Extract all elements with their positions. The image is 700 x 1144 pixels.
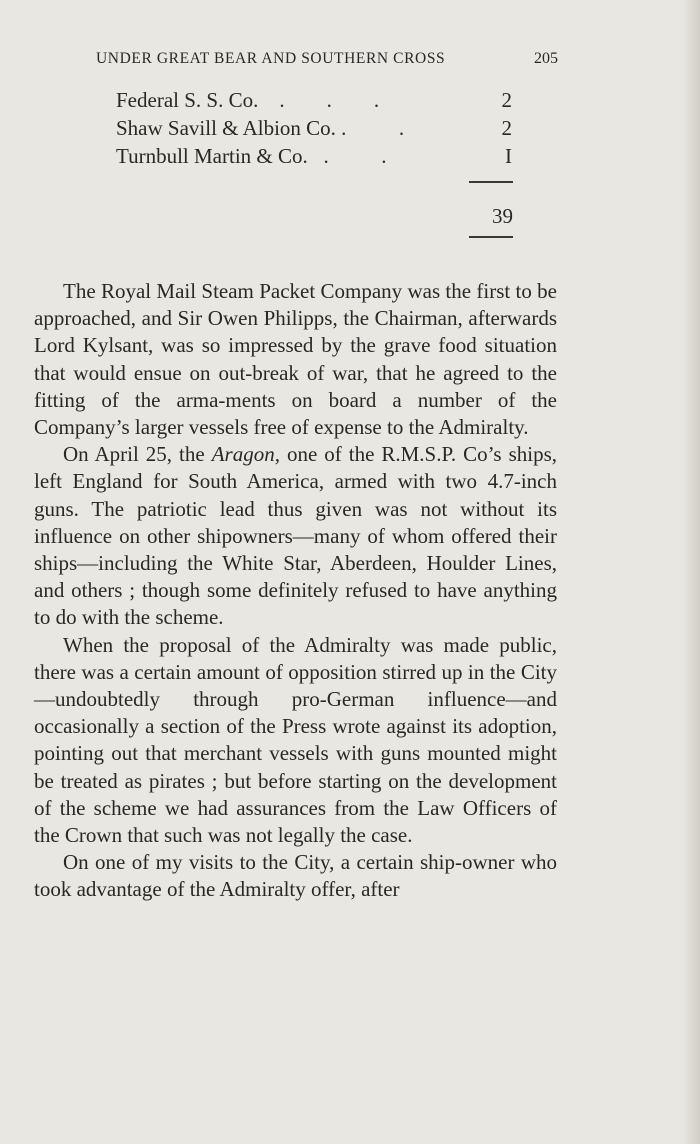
- body-text: [34, 278, 557, 904]
- running-head: [96, 50, 558, 68]
- paragraph-1: The Royal Mail Steam Packet Company was the first to be approached, and Sir Owen Philipps, the Chairman, afterwards Lord Kylsant, was so impressed by the grave food situation that would ensue on out-break of war, that he agreed to the fitting of the arma-ments on board a number of the Company’s larger vessels free of expense to the Admiralty.: [34, 279, 557, 440]
- page-number: 205: [534, 50, 558, 67]
- table-row: [116, 114, 516, 142]
- company-count: 2: [501, 116, 512, 140]
- running-title: UNDER GREAT BEAR AND SOUTHERN CROSS: [96, 50, 446, 67]
- company-count: 2: [501, 88, 512, 112]
- company-table: [116, 86, 516, 170]
- book-spine-shadow: [682, 0, 700, 1144]
- table-total: 39: [492, 204, 513, 228]
- company-name: Shaw Savill & Albion Co. . .: [116, 116, 405, 140]
- paragraph-3: When the proposal of the Admiralty was made public, there was a certain amount of opposition stirred up in the City—undoubtedly through pro-German influence—and occasionally a section of the Press wrote against its adoption, pointing out that merchant vessels with guns mounted might be treated as pirates ; but before starting on the development of the scheme we had assurances from the Law Officers of the Crown that such was not legally the case.: [34, 632, 557, 848]
- paragraph-2: [34, 441, 557, 631]
- company-name: Turnbull Martin & Co. . .: [116, 144, 387, 168]
- sum-rule-top: [469, 181, 513, 183]
- paragraph-4: On one of my visits to the City, a certain ship-owner who took advantage of the Admiralty offer, after: [34, 850, 557, 902]
- paragraph-2-rest: one of the R.M.S.P. Co’s ships, left England for South America, armed with two 4.7-inch guns. The patriotic lead thus given was not without its influence on other shipowners—many of whom offered their ships—including the White Star, Aberdeen, Houlder Lines, and others ; though some definitely refused to have anything to do with the scheme.: [34, 442, 558, 630]
- company-count: I: [505, 144, 512, 168]
- table-row: [116, 142, 516, 170]
- company-name: Federal S. S. Co. . . .: [116, 88, 380, 112]
- sum-rule-bottom: [469, 236, 513, 238]
- table-row: [116, 86, 516, 114]
- paragraph-2-start: On April 25, the: [63, 442, 212, 467]
- ship-name: Aragon,: [211, 442, 280, 467]
